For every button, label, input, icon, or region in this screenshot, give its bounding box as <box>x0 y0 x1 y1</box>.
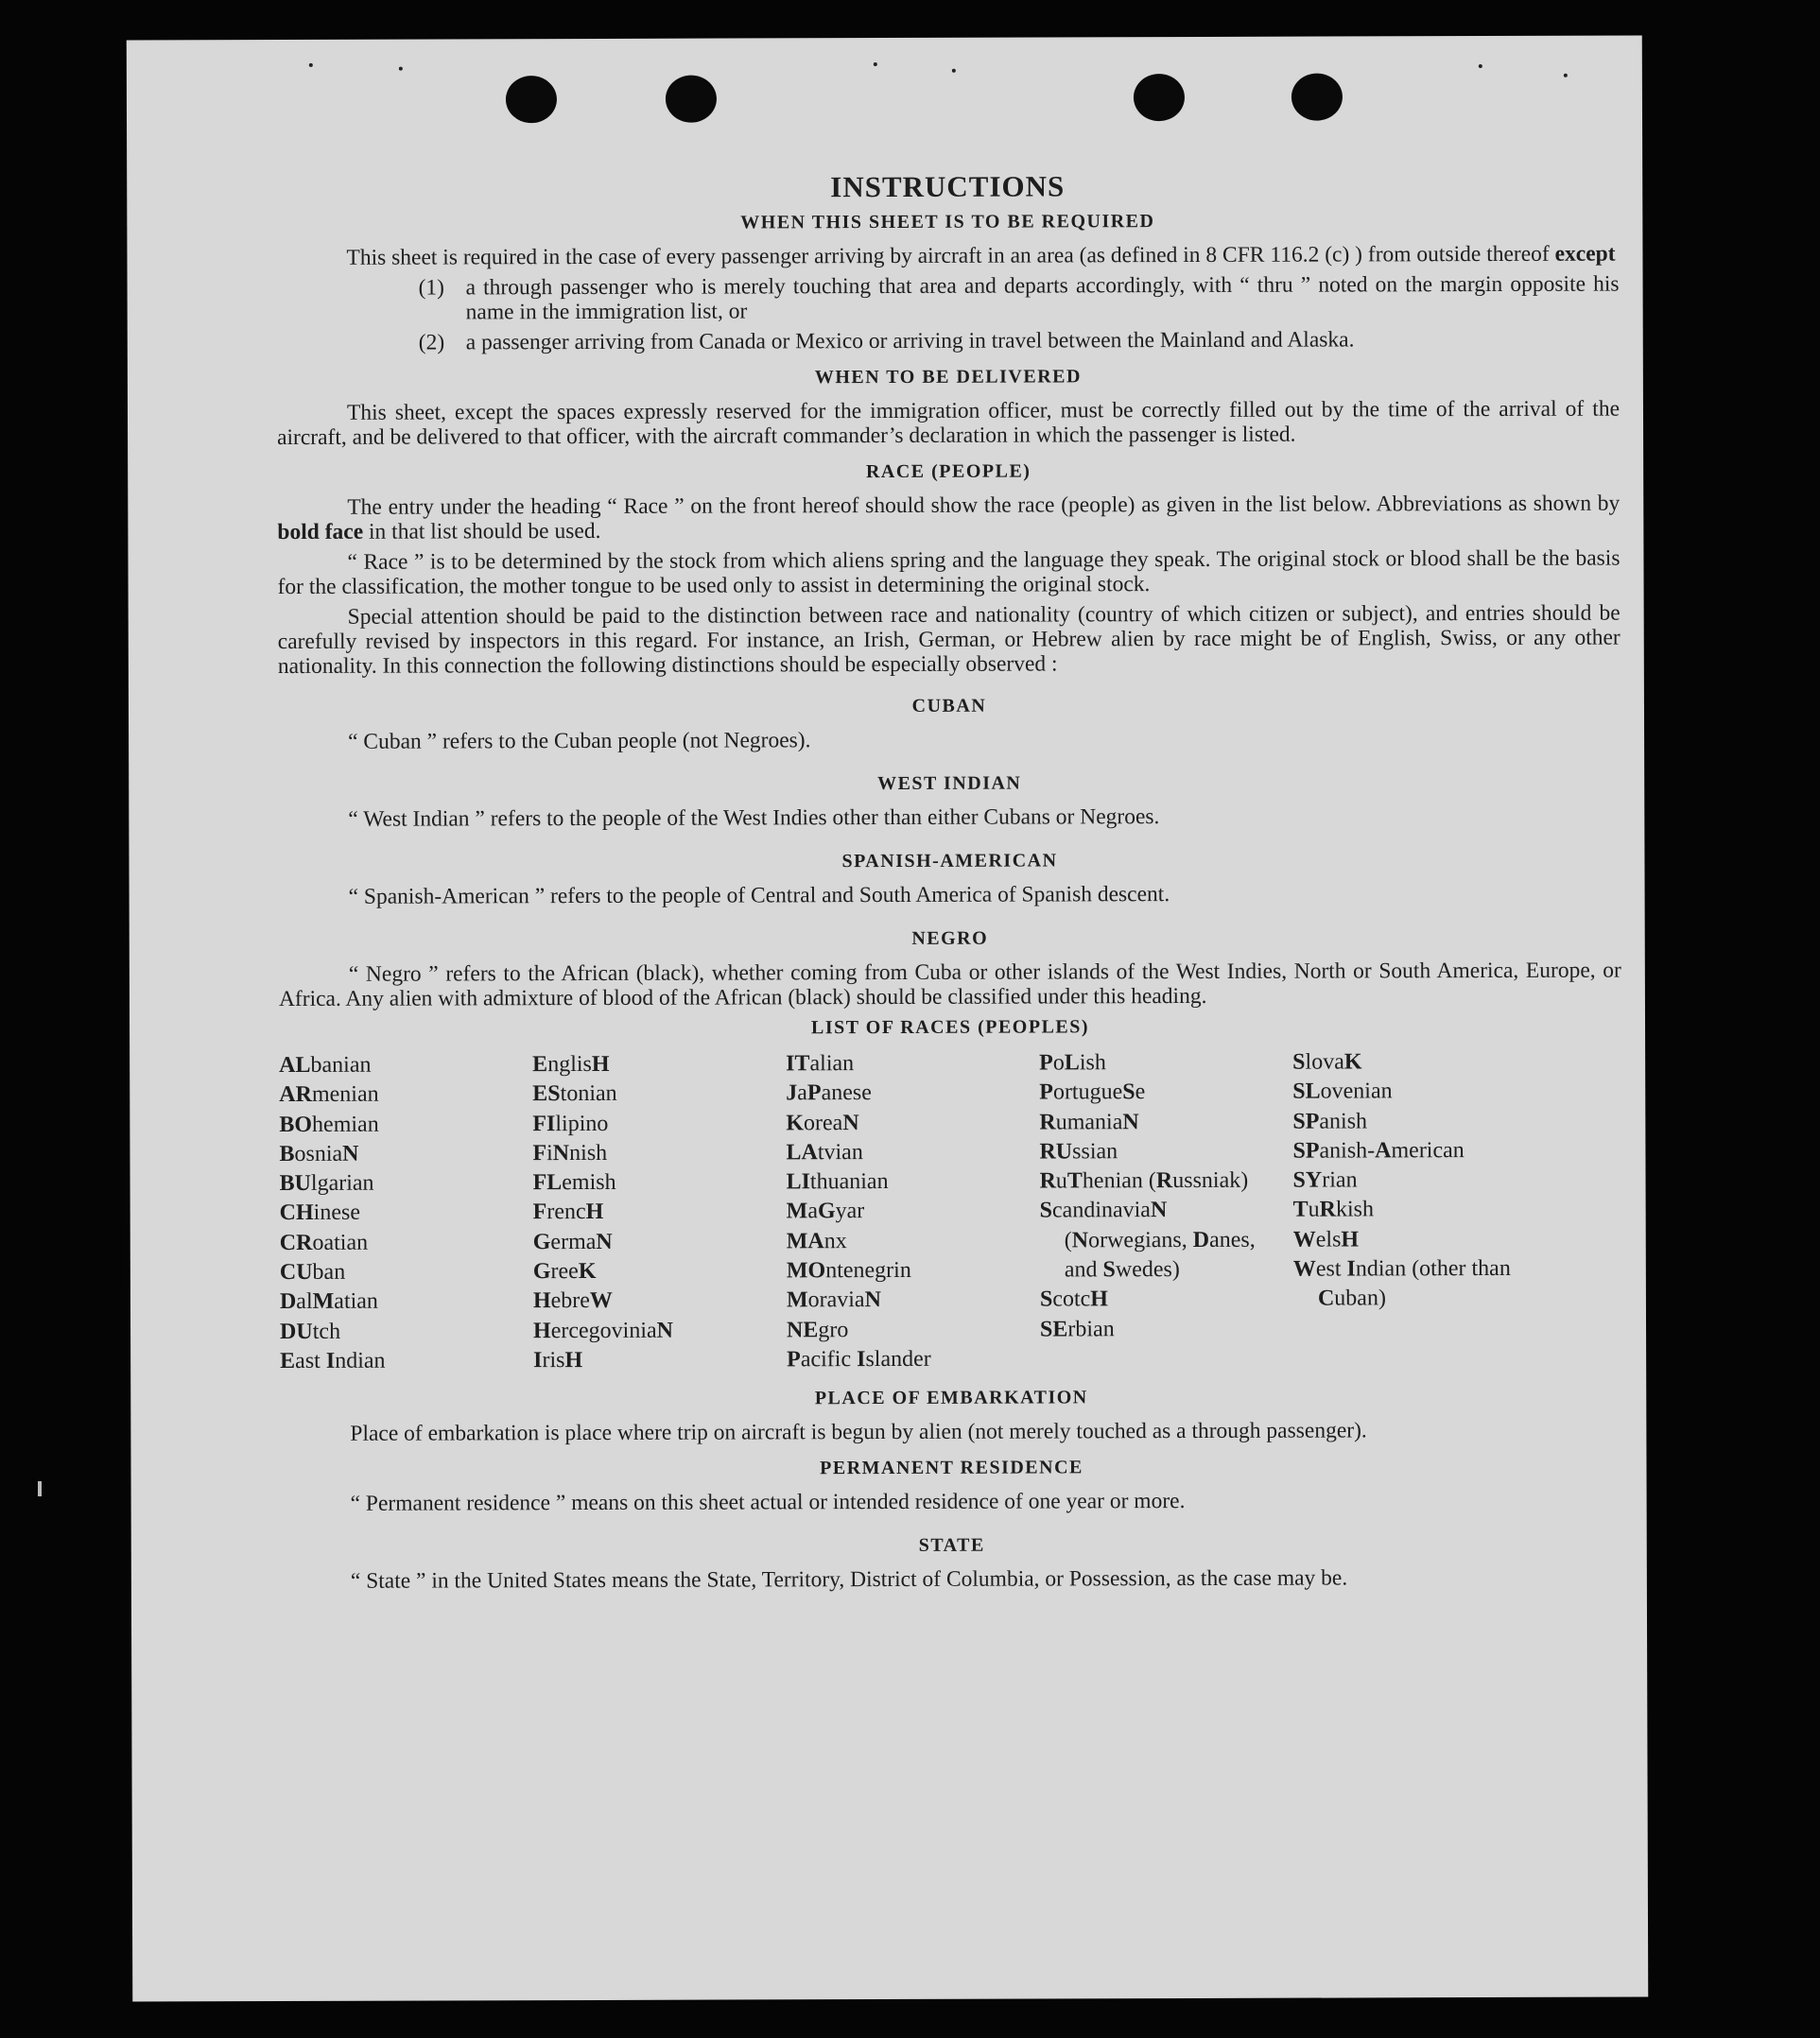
race-entry: EnglisH <box>532 1051 610 1078</box>
heading-when-delivered: WHEN TO BE DELIVERED <box>814 366 1082 389</box>
heading-state: STATE <box>918 1534 985 1557</box>
page-title: INSTRUCTIONS <box>830 169 1066 204</box>
race-entry: SLovenian <box>1292 1079 1393 1104</box>
race-paragraph-2: “ Race ” is to be determined by the stock from which aliens spring and the language they speak. The original stock or blood shall be the basis for the classification, the mother tongue to be used only to assist in determining the original stock. <box>277 545 1621 600</box>
race-entry: EStonian <box>532 1081 617 1107</box>
race-entry: NEgro <box>786 1317 849 1343</box>
place-of-embarkation-text: Place of embarkation is place where trip on aircraft is begun by alien (not merely touched as a through passenger). <box>350 1418 1367 1447</box>
heading-spanish-american: SPANISH-AMERICAN <box>841 850 1058 872</box>
race-entry: MAnx <box>786 1228 847 1254</box>
punch-hole <box>1134 74 1185 121</box>
race-entry: JaPanese <box>786 1080 872 1106</box>
race-entry: CUban <box>279 1259 346 1286</box>
race-entry: RumaniaN <box>1039 1109 1139 1135</box>
speck <box>952 69 956 73</box>
race-paragraph-1: The entry under the heading “ Race ” on the front hereof should show the race (people) as given in the list below. Abbreviations as shown by bold face in that list should be used. <box>277 491 1621 545</box>
race-entry: IrisH <box>533 1347 583 1373</box>
permanent-residence-text: “ Permanent residence ” means on this sheet actual or intended residence of one year or more. <box>350 1489 1186 1517</box>
race-entry: BOhemian <box>279 1112 379 1137</box>
speck <box>874 62 877 66</box>
west-indian-text: “ West Indian ” refers to the people of the West Indies other than either Cubans or Negroes. <box>348 804 1160 832</box>
exception-item-1: (1) a through passenger who is merely touching that area and departs accordingly, with “ thru ” noted on the margin opposite his name in the immigration list, or <box>418 271 1620 325</box>
heading-permanent-residence: PERMANENT RESIDENCE <box>820 1457 1083 1479</box>
speck <box>399 67 403 71</box>
when-required-intro: This sheet is required in the case of every passenger arriving by aircraft in an area (as defined in 8 CFR 116.2 (c) ) from outside thereof except <box>346 241 1616 270</box>
race-entry: ITalian <box>786 1051 855 1077</box>
race-entry: HercegoviniaN <box>532 1318 674 1343</box>
race-entry: DUtch <box>279 1319 341 1344</box>
race-entry: BosniaN <box>279 1141 359 1166</box>
punch-hole <box>666 76 717 123</box>
scan-mark <box>38 1481 42 1496</box>
exception-item-2: (2) a passenger arriving from Canada or Mexico or arriving in travel between the Mainland and Alaska. <box>418 327 1355 355</box>
race-entry: WelsH <box>1292 1227 1360 1252</box>
race-entry: FiNnish <box>532 1140 608 1166</box>
races-column-1 <box>279 1050 533 1376</box>
spanish-american-text: “ Spanish-American ” refers to the people of Central and South America of Spanish descent. <box>348 882 1170 909</box>
races-column-2 <box>532 1049 787 1375</box>
cuban-text: “ Cuban ” refers to the Cuban people (not Negroes). <box>348 728 811 754</box>
race-entry: FrencH <box>532 1200 604 1225</box>
race-entry: ARmenian <box>279 1081 379 1108</box>
race-entry: MaGyar <box>786 1199 865 1224</box>
heading-when-required: WHEN THIS SHEET IS TO BE REQUIRED <box>740 211 1155 233</box>
race-entry: GermaN <box>532 1229 613 1254</box>
race-entry: MOntenegrin <box>786 1258 911 1284</box>
race-entry: LIthuanian <box>786 1169 889 1195</box>
race-entry: KoreaN <box>786 1110 859 1135</box>
races-list <box>279 1047 1622 1377</box>
race-entry: Pacific Islander <box>787 1346 931 1373</box>
race-entry: TuRkish <box>1292 1197 1375 1223</box>
heading-negro: NEGRO <box>911 927 989 949</box>
races-column-4 <box>1039 1048 1293 1374</box>
race-entry: SYrian <box>1292 1167 1358 1193</box>
heading-place-of-embarkation: PLACE OF EMBARKATION <box>814 1387 1088 1409</box>
speck <box>1479 64 1482 68</box>
race-entry: GreeK <box>532 1259 597 1285</box>
race-entry: DalMatian <box>279 1289 378 1315</box>
speck <box>1564 74 1568 78</box>
negro-text: “ Negro ” refers to the African (black), whether coming from Cuba or other islands of the West Indies, North or South America, Europe, or Africa. Any alien with admixture of blood of the African (black) should be classified under this heading. <box>278 958 1621 1012</box>
race-entry: FLemish <box>532 1170 616 1196</box>
heading-west-indian: WEST INDIAN <box>877 772 1022 795</box>
race-entry: SPanish <box>1292 1108 1368 1134</box>
race-entry: ALbanian <box>279 1052 372 1079</box>
when-delivered-text: This sheet, except the spaces expressly reserved for the immigration officer, must be correctly filled out by the time of the arrival of the aircraft, and be delivered to that officer, with the aircraft commander’s declaration in which the passenger is listed. <box>277 396 1621 451</box>
race-entry: SErbian <box>1039 1316 1115 1342</box>
race-entry: East Indian <box>280 1348 386 1373</box>
race-entry: ScotcH <box>1039 1287 1108 1312</box>
heading-race: RACE (PEOPLE) <box>865 460 1031 483</box>
races-column-5 <box>1292 1047 1547 1373</box>
race-entry: PoLish <box>1039 1050 1106 1076</box>
race-entry: ScandinaviaN (Norwegians, Danes, and Swedes) <box>1039 1198 1256 1283</box>
race-entry: BUlgarian <box>279 1170 374 1197</box>
race-entry: RuThenian (Russniak) <box>1039 1167 1249 1194</box>
race-entry: West Indian (other than Cuban) <box>1292 1256 1511 1311</box>
speck <box>309 63 313 67</box>
state-text: “ State ” in the United States means the State, Territory, District of Columbia, or Possession, as the case may be. <box>350 1565 1348 1595</box>
race-entry: PortugueSe <box>1039 1079 1146 1105</box>
race-entry: HebreW <box>532 1288 613 1314</box>
heading-cuban: CUBAN <box>911 695 987 717</box>
race-entry: SlovaK <box>1292 1049 1362 1075</box>
race-entry: FIlipino <box>532 1111 609 1136</box>
race-entry: SPanish-American <box>1292 1137 1465 1164</box>
race-entry: CRoatian <box>279 1230 369 1255</box>
instructions-body <box>276 166 1623 1600</box>
races-column-3 <box>786 1048 1040 1374</box>
race-entry: MoraviaN <box>786 1287 881 1313</box>
punch-hole <box>506 76 557 123</box>
document-page <box>127 35 1649 2001</box>
punch-hole <box>1291 73 1343 120</box>
race-entry: CHinese <box>279 1200 361 1226</box>
heading-list-of-races: LIST OF RACES (PEOPLES) <box>810 1016 1090 1039</box>
race-entry: RUssian <box>1039 1139 1118 1165</box>
race-entry: LAtvian <box>786 1139 863 1166</box>
race-paragraph-3: Special attention should be paid to the distinction between race and nationality (country of which citizen or subject), and entries should be carefully revised by inspectors in this regard. For instance, an Irish, German, or Hebrew alien by race might be of English, Swiss, or any other nationality. In this connection the following distinctions should be especially observed : <box>277 600 1621 680</box>
